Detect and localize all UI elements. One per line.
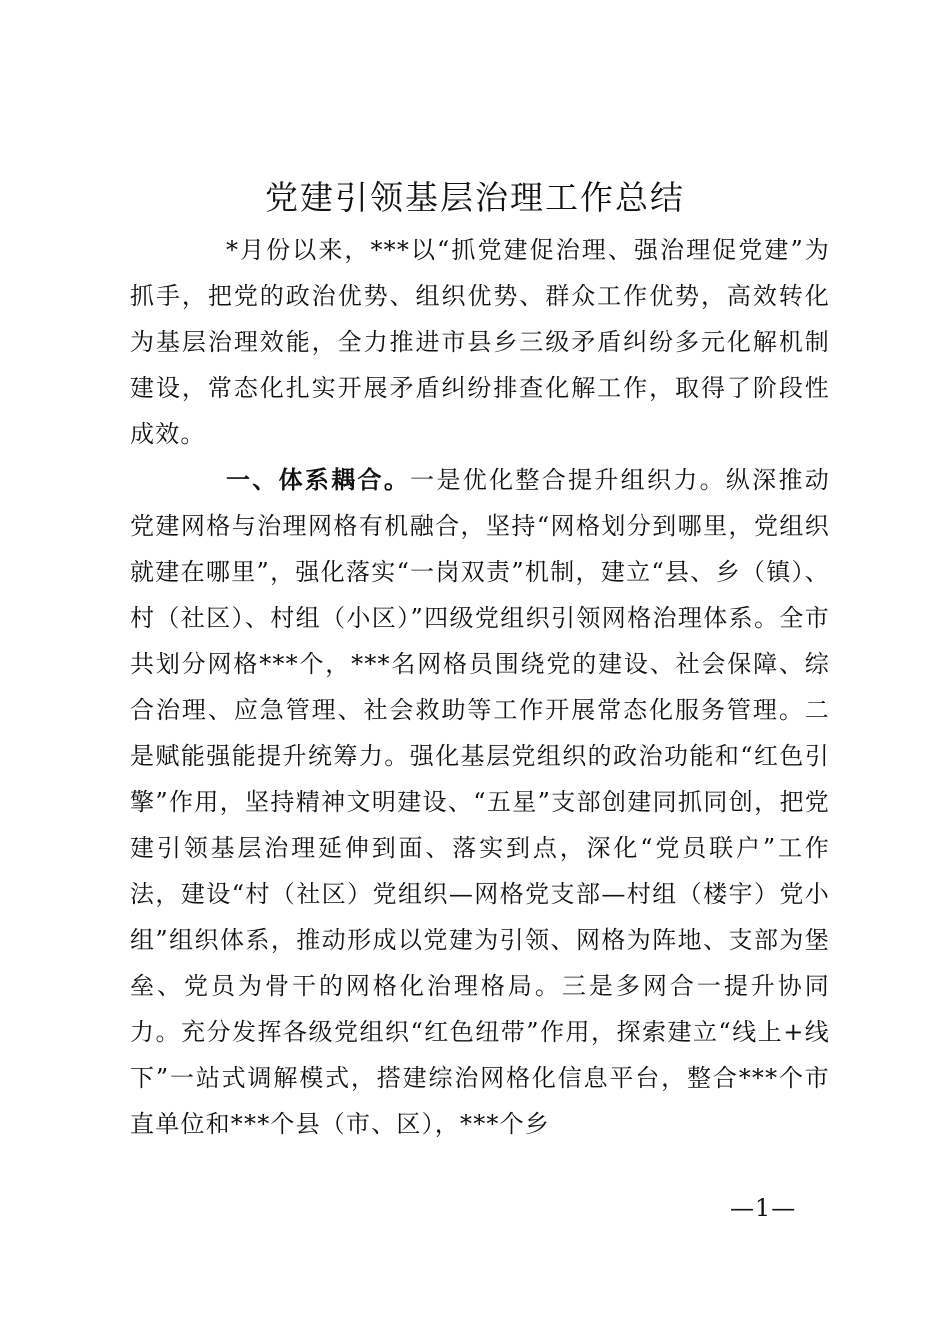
page-number: —1— [730, 1194, 797, 1222]
section-one-body: 一是优化整合提升组织力。纵深推动党建网格与治理网格有机融合，坚持“网格划分到哪里，党组织就建在哪里”，强化落实“一岗双责”机制，建立“县、乡（镇）、村（社区）、村组（小区）”四级党组织引领网格治理体系。全市共划分网格***个，***名网格员围绕党的建设、社会保障、综合治理、应急管理、社会救助等工作开展常态化服务管理。二是赋能强能提升统筹力。强化基层党组织的政治功能和“红色引擎”作用，坚持精神文明建设、“五星”支部创建同抓同创，把党建引领基层治理延伸到面、落实到点，深化“党员联户”工作法，建设“村（社区）党组织—网格党支部—村组（楼宇）党小组”组织体系，推动形成以党建为引领、网格为阵地、支部为堡垒、党员为骨干的网格化治理格局。三是多网合一提升协同力。充分发挥各级党组织“红色纽带”作用，探索建立“线上+线下”一站式调解模式，搭建综治网格化信息平台，整合***个市直单位和***个县（市、区），***个乡 [130, 466, 831, 1138]
intro-paragraph: *月份以来，***以“抓党建促治理、强治理促党建”为抓手，把党的政治优势、组织优势、群众工作优势，高效转化为基层治理效能，全力推进市县乡三级矛盾纠纷多元化解机制建设，常态化扎实开展矛盾纠纷排查化解工作，取得了阶段性成效。 [130, 236, 830, 448]
document-body [130, 227, 830, 1147]
section-one-paragraph [130, 457, 830, 1147]
document-title: 党建引领基层治理工作总结 [265, 178, 685, 217]
section-one-heading: 一、体系耦合。 [226, 466, 411, 494]
